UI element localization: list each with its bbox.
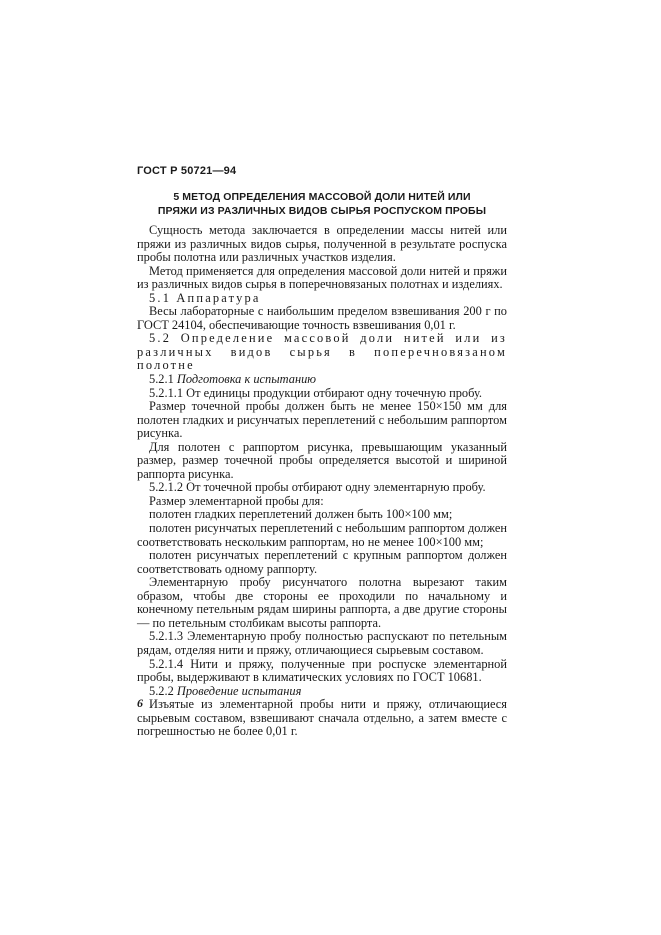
section-title-line-2: ПРЯЖИ ИЗ РАЗЛИЧНЫХ ВИДОВ СЫРЬЯ РОСПУСКОМ ПРОБЫ	[157, 205, 487, 217]
heading-preparation	[137, 373, 507, 387]
section-title-line-1: 5 МЕТОД ОПРЕДЕЛЕНИЯ МАССОВОЙ ДОЛИ НИТЕЙ ИЛИ	[173, 191, 471, 203]
list-item-plain-knit: полотен гладких переплетений должен быть 100×100 мм;	[149, 507, 453, 522]
paragraph-5-2-1-3: 5.2.1.3 Элементарную пробу полностью распускают по петельным рядам, отделяя нити и пряжу, отличающиеся сырьевым составом.	[137, 629, 507, 657]
heading-preparation-number: 5.2.1	[149, 372, 174, 387]
paragraph-cutting: Элементарную пробу рисунчатого полотна вырезают таким образом, чтобы две стороны ее проходили по начальному и конечному петельным рядам ширины раппорта, а две другие стороны — по петельным столбикам высоты раппорта.	[137, 575, 507, 630]
heading-apparatus: 5.1 Аппаратура	[149, 290, 261, 305]
heading-preparation-title: Подготовка к испытанию	[176, 372, 317, 387]
paragraph-elementary-size: Размер элементарной пробы для:	[149, 493, 324, 508]
paragraph-scope: Метод применяется для определения массовой доли нитей и пряжи из различных видов сырья в поперечновязаных полотнах и изделиях.	[137, 263, 507, 292]
body-text	[137, 224, 507, 739]
paragraph-essence: Сущность метода заключается в определении массы нитей или пряжи из различных видов сырья, полученной в результате роспуска пробы полотна или различных участков изделия.	[137, 223, 507, 265]
section-title	[137, 190, 507, 218]
paragraph-sample-size: Размер точечной пробы должен быть не менее 150×150 мм для полотен гладких и рисунчатых переплетений с небольшим раппортом рисунка.	[137, 399, 507, 441]
standard-header: ГОСТ Р 50721—94	[137, 165, 237, 177]
page-number: 6	[137, 696, 143, 710]
paragraph-scales: Весы лабораторные с наибольшим пределом взвешивания 200 г по ГОСТ 24104, обеспечивающие точность взвешивания 0,01 г.	[137, 304, 507, 332]
paragraph-weighing: Изъятые из элементарной пробы нити и пряжу, отличающиеся сырьевым составом, взвешивают сначала отдельно, а затем вместе с погрешностью не более 0,01 г.	[137, 697, 507, 739]
heading-testing-number: 5.2.2	[149, 683, 174, 698]
paragraph-5-2-1-1: 5.2.1.1 От единицы продукции отбирают одну точечную пробу.	[149, 385, 483, 400]
paragraph-large-repeat: Для полотен с раппортом рисунка, превышающим указанный размер, размер точечной пробы определяется высотой и шириной раппорта рисунка.	[137, 439, 507, 481]
heading-testing-title: Проведение испытания	[176, 683, 302, 698]
heading-determination: 5.2 Определение массовой доли нитей или из различных видов сырья в поперечновязаном полотне	[137, 331, 507, 373]
list-item-large-repeat: полотен рисунчатых переплетений с крупным раппортом должен соответствовать одному раппорту.	[137, 548, 507, 576]
paragraph-5-2-1-4: 5.2.1.4 Нити и пряжу, полученные при роспуске элементарной пробы, выдерживают в климатических условиях по ГОСТ 10681.	[137, 656, 507, 685]
list-item-small-repeat: полотен рисунчатых переплетений с небольшим раппортом должен соответствовать нескольким раппортам, но не менее 100×100 мм;	[137, 521, 507, 549]
paragraph-5-2-1-2: 5.2.1.2 От точечной пробы отбирают одну элементарную пробу.	[149, 480, 486, 495]
heading-testing	[137, 685, 507, 699]
